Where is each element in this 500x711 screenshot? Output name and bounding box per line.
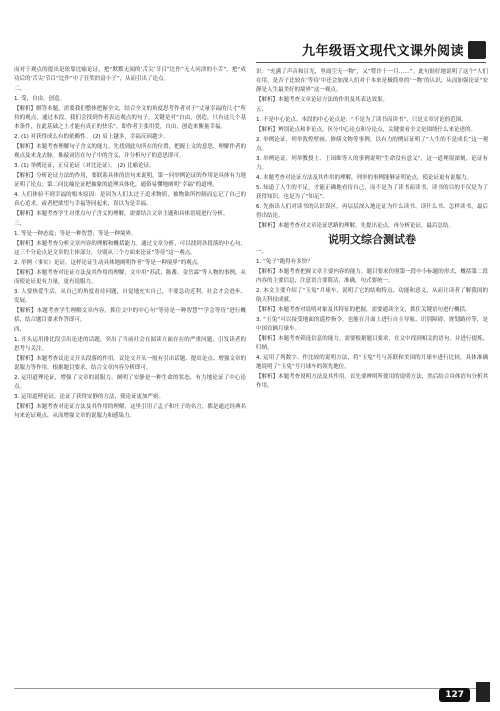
page-number: 127 [439,688,470,702]
analysis-paragraph: 【解析】本题考查学生理解文章内容，抓住文中的中心句“等待是一种智慧”“学会等待”进行概括，结合题目要求作答即可。 [14,308,246,323]
answer-paragraph: 2. 举例论证，列举敦煌壁画、修缮文物等事例，以有力的例证证明了“人生的不是成长”这一观点。 [256,137,488,152]
analysis-paragraph: 【解析】本题考查议论文开头段落的作用。议论文开头一般有引出话题、提出论点、增强文章的说服力等作用。根据题目要求，结合文章内容分析即可。 [14,356,246,371]
analysis-paragraph: 【解析】本题考查学生对重点句子含义的理解，需要结合文章主题和具体语境进行分析。 [14,211,229,217]
section-number: 二、 [14,86,26,92]
analysis-paragraph: 【解析】解答本题，需要我们整体把握全文，结合全文的角度思考作者对于“丈量幸福的尺寸”所持的观点，通过本段，我们会找到作者表达观点的句子，关键是对“自由，创造，只有这几个基本条件，在此基础之上才能有真正的快乐”。即作者主张用爱，自由，创造来衡量幸福。 [14,106,246,130]
section-title: 说明文综合测试卷 [328,233,416,246]
answer-paragraph: 3. “玉兔”可以接受地面的遥控指令，也能在月面上进行自主导航、识别障碍、规划路径等，是中国首辆月球车。 [256,317,488,332]
answer-paragraph: 3. 运用道理论证，论证了获得安静的方法，使论证更加严密。 [14,394,164,400]
answer-paragraph: 1. 开头运用排比段引出论述的话题，突出了当前社会在阅读方面存在的严重问题，引发读者的思考与关注。 [14,337,246,352]
analysis-paragraph: 【解析】本题考查对说明对象及其特征的把握，需要通读全文，抓住关键语句进行概括。 [256,307,471,313]
analysis-paragraph: 【解析】本题考查对文章论证思路的理解，先提出论点，再分析论证，最后总结。 [256,223,455,229]
answer-paragraph: 3. (1) 举例论证，正反论证（对比论证）。 (2) 比喻论证。 [14,163,155,169]
analysis-paragraph: 【解析】分析论证方法的作用，要联系具体的语句来说明。第一问举例论证的作用是具体有力地证明了论点；第二问比喻论证把抽象的道理具体化，通俗易懂地阐明“幸福”的道理。 [14,173,246,188]
answer-paragraph: 2. 本文主要介绍了“玉兔”月球车，说明了它的结构特点、功能和意义，从而让读者了解我国的航天科技成就。 [256,288,488,303]
page-corner-mark-icon [476,682,490,702]
answer-paragraph: 识：“充满了声音和目光，里面空无一物”，又“赞许十一月……”。此句很好地说明了这个“人们在用，是否子比较在‘等待’中还会加深人们对于本来是极简单的‘一物’的认识，从而加强论证“安静是人生最美好的境界”这一观点。 [256,69,488,93]
header-title: 九年级语文现代文课外阅读 [301,44,464,59]
section-number: 四、 [14,327,26,333]
answer-paragraph: 1. 受，自由。创造。 [14,96,65,102]
answer-paragraph: 4. 运用了列数字、作比较的说明方法，将“玉兔”号与苏联和美国的月球车进行比较，具体准确地说明了“玉兔”号月球车的领先地位。 [256,355,488,370]
answer-paragraph: 6. 先指出人们对读书的认识误区，再层层深入地论证为什么读书、读什么书、怎样读书，最后得出结论。 [256,204,488,219]
header-divider [256,62,486,63]
book-logo-icon [468,41,486,59]
answer-paragraph: 2. 举例（事实）论证。这样论证生动具体地阐明作者“等是一种境界”的观点。 [14,260,203,266]
analysis-paragraph: 【解析】本题考查筛选信息的能力。需要根据题目要求，在文中找到相关的语句，并进行提炼、归纳。 [256,336,488,351]
answer-paragraph: 3. 人要热爱生活，从自己的角度看待问题，自觉地充实自己，不要急功近利，社会才会进步、发展。 [14,289,246,304]
page-header [302,40,486,59]
section-number: 三、 [14,221,26,227]
right-column [256,68,488,392]
answer-paragraph: 1. “兔子”跑得有多快？ [256,259,313,265]
footer-divider [14,688,486,689]
analysis-paragraph: 【解析】本题考查对论证方法及其作用的理解，文中用“苏武、陈蕃、金岳霖”等人物的事例，从而使论证更有力量，更有说服力。 [14,270,246,285]
answer-paragraph: 3. 举例论证，列举教授士、王国维等人的事例说明“生命没有意义”，这一道理很深刻，论证有力。 [256,156,488,171]
section-number: 一、 [256,249,268,255]
analysis-paragraph: 【解析】本题考查说明方法及其作用。首先要辨明所使用的说明方法，然后结合具体语句分析其作用。 [256,374,488,389]
analysis-paragraph: 【解析】本题考查理解句子含义的能力。先找到此句所在的位置，把握上文的意思，理解作者的观点及来龙去脉。推敲词语在句子中的含义，并分析句子的意思即可。 [14,144,246,159]
answer-paragraph: 1. 等是一种态度；等是一种智慧；等是一种境界。 [14,231,137,237]
analysis-paragraph: 【解析】辨别论点和非论点，区分中心论点和分论点，关键要看全文是围绕什么来论述的。 [256,127,477,133]
section-number: 五、 [256,107,268,113]
answer-paragraph: 5. 知道了人生的不足，才能正确地看待自己，而不是为了读书而读书，读书的目的不仅是为了获得知识，也是为了“知足”。 [256,185,488,200]
answer-paragraph: 而对于观点的提出是依靠比喻论证，把“默默无闻的‘舌尖’节目”比作“无人问津的小舌”，把“成功后的‘舌尖’节目”比作“中了狂奖的富小子”，从而引出了论点。 [14,67,246,82]
answer-paragraph: 4. 本题考查对论证方法及其作用的理解，列举的事例能够证明论点，使论证更有说服力。 [256,175,472,181]
answer-paragraph: 2. (1) 对获得成么有的依赖性。 (2) 肩上越多，幸福反因越少。 [14,134,169,140]
answer-paragraph: 4. 人们体验不到幸福的根本原因：是因为人们太过于追求物质，被物欲所控制而忘记了自己的真心追求，或者把欲望与幸福等同起来，误以为是幸福。 [14,192,246,207]
left-column [14,66,246,422]
answer-paragraph: 1. 不是中心论点。本段的中心论点是：“不是为了读书而读书”，只是文章讨论的范围。 [256,117,467,123]
analysis-paragraph: 【解析】本题考查把握文章主要内容的能力。题目要求仿照第一段中小标题的形式，概括第二段内容的主要信息，注意语言要简洁、准确，句式要统一。 [256,269,488,284]
analysis-paragraph: 【解析】本题考查分析文章内容的理解和概括能力。通过文章分析，可以找到各段落的中心句，这三个分论点是文章的主体部分，分别从三个方面来论证“等待”这一观点。 [14,241,246,256]
answer-paragraph: 2. 运用道理论证，增强了文章的说服力，阐明了安静是一种生命的状态，有力地论证了中心论点。 [14,375,246,390]
analysis-paragraph: 【解析】本题考查文章论证方法的作用及其表达效果。 [256,97,389,103]
analysis-paragraph: 【解析】本题考查对论证方法及其作用的理解，这里引用了孟子和庄子的名言，都是通过经典名句来论证观点，从而增强文章的说服力和感染力。 [14,404,246,419]
